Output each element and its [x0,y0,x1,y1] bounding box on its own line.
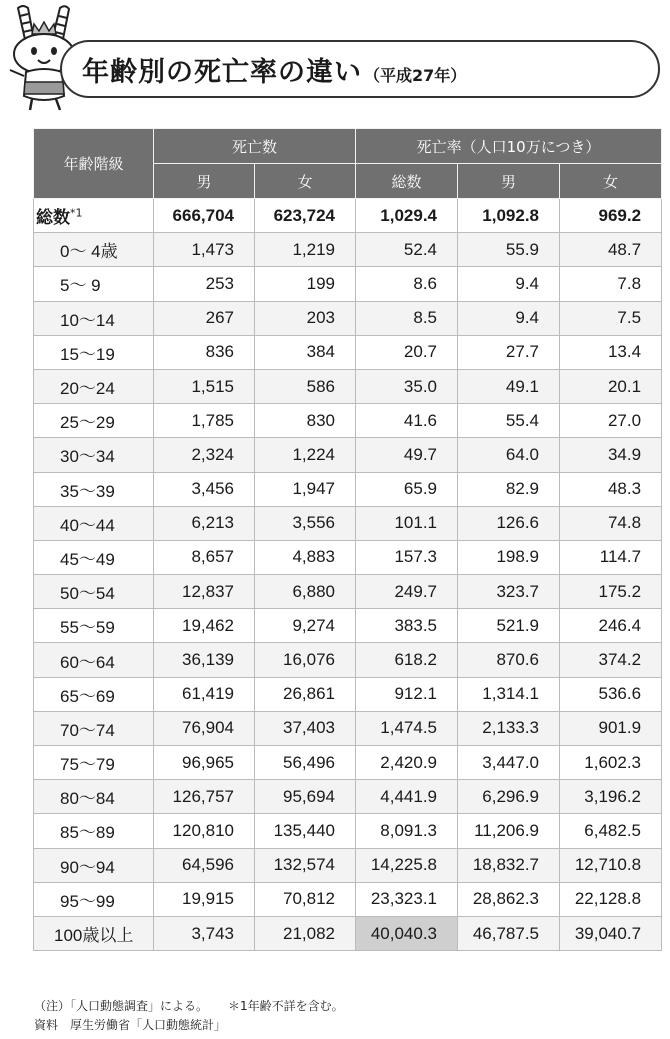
table-row [34,575,662,609]
table-cell: 23,323.1 [356,882,458,916]
table-row [34,814,662,848]
table-cell: 37,403 [255,711,356,745]
table-cell: 836 [154,335,255,369]
age-cell: 50〜54 [34,575,154,609]
age-cell: 30〜34 [34,438,154,472]
age-cell: 45〜49 [34,540,154,574]
header-deaths-female: 女 [255,164,356,199]
table-cell: 8.5 [356,301,458,335]
table-row [34,916,662,950]
age-cell: 35〜39 [34,472,154,506]
table-cell: 11,206.9 [458,814,560,848]
table-cell: 521.9 [458,609,560,643]
table-cell: 22,128.8 [560,882,662,916]
table-cell: 20.1 [560,369,662,403]
table-cell: 96,965 [154,746,255,780]
table-cell: 132,574 [255,848,356,882]
table-cell: 82.9 [458,472,560,506]
table-cell: 12,837 [154,575,255,609]
table-cell: 46,787.5 [458,916,560,950]
table-cell: 9.4 [458,267,560,301]
table-cell: 12,710.8 [560,848,662,882]
table-cell: 8,657 [154,540,255,574]
table-cell: 7.8 [560,267,662,301]
age-cell: 95〜99 [34,882,154,916]
table-cell: 135,440 [255,814,356,848]
table-cell: 618.2 [356,643,458,677]
table-cell: 16,076 [255,643,356,677]
table-cell: 56,496 [255,746,356,780]
table-cell: 199 [255,267,356,301]
table-cell: 1,473 [154,233,255,267]
table-row [34,267,662,301]
table-cell: 41.6 [356,404,458,438]
table-row [34,540,662,574]
table-cell: 28,862.3 [458,882,560,916]
footnote-line-2: 資料 厚生労働省「人口動態統計」 [34,1018,227,1032]
table-cell: 26,861 [255,677,356,711]
table-cell: 126.6 [458,506,560,540]
table-cell: 4,441.9 [356,780,458,814]
table-row [34,369,662,403]
table-cell: 74.8 [560,506,662,540]
table-cell: 35.0 [356,369,458,403]
header-age-class: 年齢階級 [34,129,154,199]
age-cell: 85〜89 [34,814,154,848]
age-cell: 10〜14 [34,301,154,335]
table-cell: 13.4 [560,335,662,369]
table-cell: 157.3 [356,540,458,574]
table-cell: 70,812 [255,882,356,916]
age-cell: 65〜69 [34,677,154,711]
page-title [82,50,466,89]
table-row [34,882,662,916]
table-cell: 6,482.5 [560,814,662,848]
mortality-table [33,128,662,951]
table-cell: 6,296.9 [458,780,560,814]
age-cell: 75〜79 [34,746,154,780]
age-cell: 60〜64 [34,643,154,677]
age-cell: 5〜 9 [34,267,154,301]
table-cell: 49.1 [458,369,560,403]
table-cell: 323.7 [458,575,560,609]
header-rate-total: 総数 [356,164,458,199]
table-cell: 20.7 [356,335,458,369]
table-cell: 249.7 [356,575,458,609]
table-cell: 1,224 [255,438,356,472]
table-cell: 9.4 [458,301,560,335]
table-cell: 586 [255,369,356,403]
table-cell: 48.3 [560,472,662,506]
table-cell: 1,474.5 [356,711,458,745]
table-row [34,404,662,438]
title-main: 年齢別の死亡率の違い [82,57,362,88]
table-cell: 384 [255,335,356,369]
header-rate: 死亡率（人口10万につき） [356,129,662,164]
table-cell: 40,040.3 [356,916,458,950]
table-cell: 2,324 [154,438,255,472]
table-row [34,233,662,267]
table-cell: 4,883 [255,540,356,574]
age-cell: 80〜84 [34,780,154,814]
table-cell: 666,704 [154,199,255,233]
table-cell: 1,602.3 [560,746,662,780]
age-cell: 15〜19 [34,335,154,369]
table-row [34,438,662,472]
table-cell: 969.2 [560,199,662,233]
table-cell: 64,596 [154,848,255,882]
age-cell: 40〜44 [34,506,154,540]
table-cell: 2,133.3 [458,711,560,745]
table-row [34,472,662,506]
table-cell: 8,091.3 [356,814,458,848]
table-cell: 1,515 [154,369,255,403]
table-row [34,643,662,677]
table-cell: 253 [154,267,255,301]
table-cell: 19,915 [154,882,255,916]
table-cell: 870.6 [458,643,560,677]
table-cell: 3,447.0 [458,746,560,780]
table-cell: 76,904 [154,711,255,745]
table-row [34,711,662,745]
table-cell: 1,219 [255,233,356,267]
table-cell: 6,880 [255,575,356,609]
table-cell: 101.1 [356,506,458,540]
table-cell: 7.5 [560,301,662,335]
table-cell: 64.0 [458,438,560,472]
table-cell: 95,694 [255,780,356,814]
table-row [34,335,662,369]
footnote-asterisk-note: ＊1年齢不詳を含む。 [228,999,344,1013]
footnotes [34,997,344,1035]
table-cell: 1,029.4 [356,199,458,233]
table-row [34,609,662,643]
table-cell: 1,947 [255,472,356,506]
table-cell: 55.9 [458,233,560,267]
age-cell: 0〜 4歳 [34,233,154,267]
header-deaths: 死亡数 [154,129,356,164]
total-label-cell [34,199,154,233]
table-row [34,677,662,711]
table-cell: 6,213 [154,506,255,540]
table-cell: 36,139 [154,643,255,677]
table-cell: 8.6 [356,267,458,301]
total-label: 総数 [36,208,70,229]
table-cell: 126,757 [154,780,255,814]
table-cell: 52.4 [356,233,458,267]
table-cell: 3,743 [154,916,255,950]
title-sub: （平成27年） [364,66,467,85]
table-cell: 39,040.7 [560,916,662,950]
total-footnote-mark: *1 [70,206,83,220]
table-row [34,506,662,540]
table-cell: 34.9 [560,438,662,472]
table-body [34,199,662,951]
age-cell: 20〜24 [34,369,154,403]
table-cell: 1,785 [154,404,255,438]
table-cell: 61,419 [154,677,255,711]
table-cell: 2,420.9 [356,746,458,780]
table-cell: 27.0 [560,404,662,438]
table-cell: 65.9 [356,472,458,506]
table-cell: 27.7 [458,335,560,369]
table-cell: 48.7 [560,233,662,267]
age-cell: 90〜94 [34,848,154,882]
footnote-line-1 [34,997,344,1016]
age-cell: 100歳以上 [34,916,154,950]
age-cell: 55〜59 [34,609,154,643]
table-cell: 3,556 [255,506,356,540]
table-cell: 55.4 [458,404,560,438]
table-cell: 246.4 [560,609,662,643]
table-cell: 21,082 [255,916,356,950]
table-cell: 1,314.1 [458,677,560,711]
table-cell: 175.2 [560,575,662,609]
table-cell: 49.7 [356,438,458,472]
table-row [34,301,662,335]
table-row [34,780,662,814]
table-cell: 267 [154,301,255,335]
header-rate-female: 女 [560,164,662,199]
age-cell: 25〜29 [34,404,154,438]
table-row-total [34,199,662,233]
table-cell: 9,274 [255,609,356,643]
table-cell: 203 [255,301,356,335]
age-cell: 70〜74 [34,711,154,745]
header-rate-male: 男 [458,164,560,199]
table-row [34,746,662,780]
table-cell: 536.6 [560,677,662,711]
table-cell: 120,810 [154,814,255,848]
table-cell: 912.1 [356,677,458,711]
table-cell: 1,092.8 [458,199,560,233]
table-cell: 623,724 [255,199,356,233]
table-cell: 374.2 [560,643,662,677]
header-deaths-male: 男 [154,164,255,199]
table-cell: 14,225.8 [356,848,458,882]
table-cell: 3,196.2 [560,780,662,814]
footnote-source-note: （注）「人口動態調査」による。 [34,999,209,1013]
table-cell: 18,832.7 [458,848,560,882]
table-cell: 19,462 [154,609,255,643]
table-cell: 3,456 [154,472,255,506]
table-cell: 901.9 [560,711,662,745]
table-row [34,848,662,882]
table-cell: 830 [255,404,356,438]
table-cell: 383.5 [356,609,458,643]
table-cell: 198.9 [458,540,560,574]
table-cell: 114.7 [560,540,662,574]
